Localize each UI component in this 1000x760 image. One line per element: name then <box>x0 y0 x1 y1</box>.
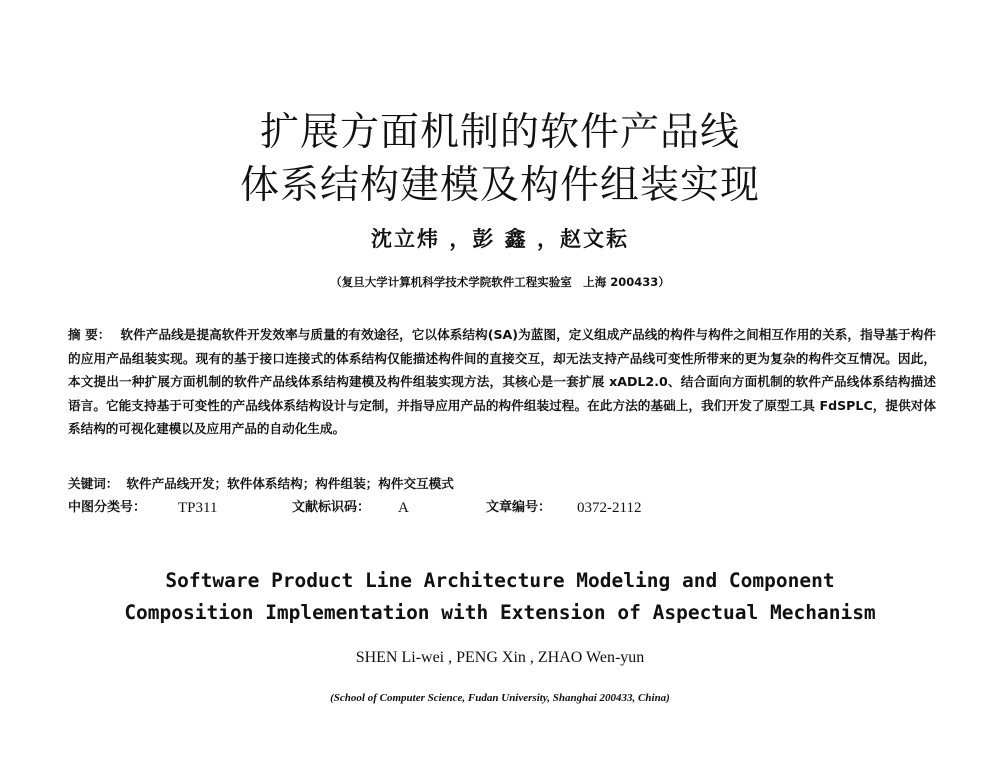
clc-value: TP311 <box>178 500 218 516</box>
chinese-abstract <box>68 323 936 441</box>
chinese-authors: 沈立炜 ，彭 鑫 ，赵文耘 <box>371 226 629 251</box>
english-affiliation: (School of Computer Science, Fudan University, Shanghai 200433, China) <box>330 692 670 704</box>
article-number-label: 文章编号： <box>486 500 552 515</box>
abstract-text: 软件产品线是提高软件开发效率与质量的有效途径，它以体系结构(SA)为蓝图，定义组成产品线的构件与构件之间相互作用的关系，指导基于构件的应用产品组装实现。现有的基于接口连接式的体系结构仅能描述构件间的直接交互，却无法支持产品线可变性所带来的更为复杂的构件交互情况。因此，本文提出一种扩展方面机制的软件产品线体系结构建模及构件组装实现方法，其核心是一套扩展 xADL2.0、结合面向方面机制的软件产品线体系结构描述语言。它能支持基于可变性的产品线体系结构设计与定制，并指导应用产品的构件组装过程。在此方法的基础上，我们开发了原型工具 FdSPLC，提供对体系结构的可视化建模以及应用产品的自动化生成。 <box>68 327 936 437</box>
english-title-line-1: Software Product Line Architecture Modeling and Component <box>165 569 835 592</box>
english-title-line-2: Composition Implementation with Extension of Aspectual Mechanism <box>124 601 876 624</box>
article-number-value: 0372-2112 <box>577 500 642 516</box>
chinese-affiliation: （复旦大学计算机科学技术学院软件工程实验室 上海 200433） <box>330 275 670 289</box>
keywords-label: 关键词： <box>68 476 119 491</box>
clc-label: 中图分类号： <box>68 500 147 515</box>
english-authors: SHEN Li-wei , PENG Xin , ZHAO Wen-yun <box>355 649 645 666</box>
chinese-title-line-2: 体系结构建模及构件组装实现 <box>239 163 760 208</box>
keywords-text: 软件产品线开发；软件体系结构；构件组装；构件交互模式 <box>126 476 454 491</box>
abstract-label: 摘 要： <box>68 327 111 342</box>
document-code-value: A <box>398 500 409 516</box>
document-code-label: 文献标识码： <box>292 500 371 515</box>
chinese-keywords <box>68 473 936 495</box>
chinese-title-line-1: 扩展方面机制的软件产品线 <box>259 110 740 155</box>
classification-row <box>68 497 936 519</box>
